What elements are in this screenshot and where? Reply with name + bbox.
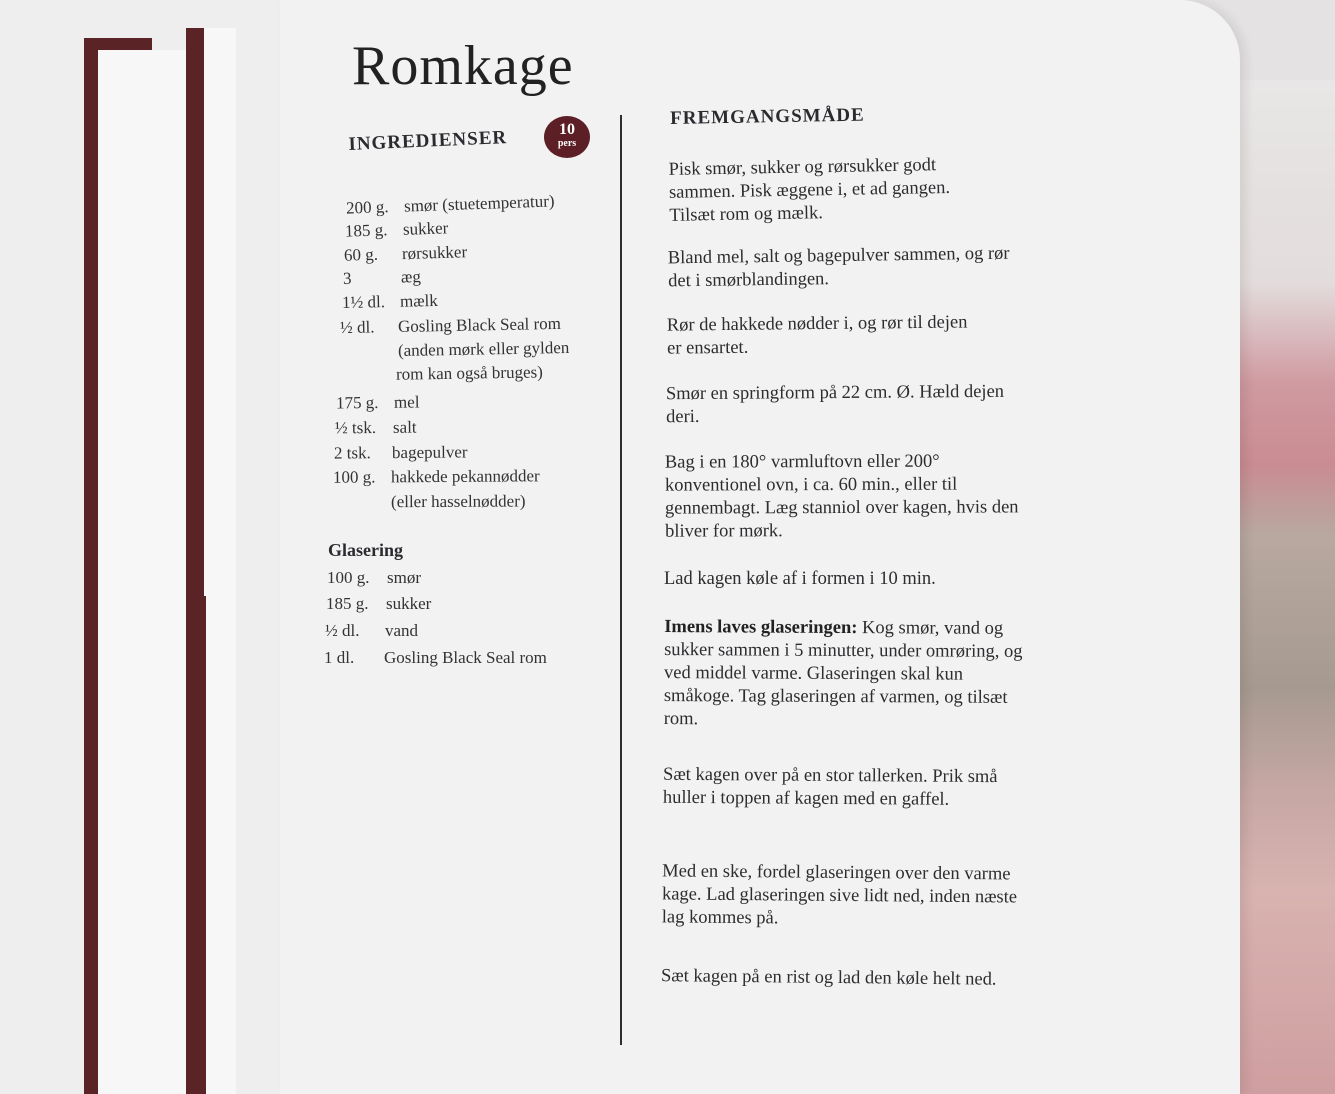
glaze-item: smør [387,568,421,587]
book-spine-bar [84,38,152,50]
ingredient-item: smør (stuetemperatur) [403,191,555,216]
ingredient-item: Gosling Black Seal rom [397,313,562,337]
glaze-step-lead: Imens laves glaseringen: [664,617,858,639]
ingredient-row [342,291,438,313]
glaze-item: Gosling Black Seal rom [384,648,547,667]
ingredient-row [343,267,421,289]
glaze-heading: Glasering [328,540,403,560]
glaze-qty: 185 g. [326,594,369,613]
glaze-item: vand [385,621,419,640]
ingredients-heading: INGREDIENSER [348,127,508,155]
ingredient-qty: 1½ dl. [341,292,386,313]
glaze-row [324,648,547,668]
servings-unit: pers [557,138,577,149]
ingredient-item: mel [393,392,420,412]
ingredient-item: mælk [399,290,438,311]
ingredient-item: sukker [402,218,449,239]
glaze-qty: 100 g. [327,568,370,587]
ingredient-row [340,314,561,338]
glaze-item: sukker [386,594,432,613]
ingredient-row [345,218,449,241]
ingredient-item: (eller hasselnødder) [390,491,526,512]
ingredient-item: salt [392,417,417,437]
ingredient-row [338,362,543,385]
ingredient-item: bagepulver [391,442,468,463]
ingredient-item: rom kan også bruges) [395,362,543,384]
ingredient-row [335,418,417,439]
ingredient-row [336,392,420,413]
book-spine-bar [196,596,206,1094]
ingredient-item: (anden mørk eller gylden [397,338,570,360]
ingredient-qty [340,356,398,357]
glaze-row [327,568,421,588]
glaze-step-text: Kog smør, vand og sukker sammen i 5 minutter, under omrøring, og ved middel varme. Glaseringen skal kun småkoge. Tag glaseringen af varmen, og tilsæt rom. [663,618,1023,730]
ingredient-item: rørsukker [401,242,468,264]
ingredient-row [334,442,468,463]
method-step: Pisk smør, sukker og rørsukker godt sammen. Pisk æggene i, et ad gangen. Tilsæt rom og mælk. [668,155,951,226]
servings-number: 10 [559,121,575,138]
method-step: Bland mel, salt og bagepulver sammen, og rør det i smørblandingen. [667,243,1010,292]
method-heading: FREMGANGSMÅDE [670,104,865,129]
method-step: Sæt kagen på en rist og lad den køle helt ned. [660,966,997,990]
ingredient-row [333,491,526,512]
ingredient-qty: 100 g. [332,467,376,487]
glaze-row [325,621,418,641]
method-step-glaze [664,616,1027,733]
ingredient-qty: 3 [342,268,352,288]
page-edge [98,50,186,1094]
ingredient-row [344,242,468,265]
page-edge [204,28,236,1094]
method-step: Rør de hakkede nødder i, og rør til dejen er ensartet. [666,312,968,359]
ingredient-qty: 175 g. [335,392,379,413]
method-step: Bag i en 180° varmluftovn eller 200° konventionel ovn, i ca. 60 min., eller til gennembagt. Læg stanniol over kagen, hvis den bliver for mørk. [664,451,1019,542]
ingredient-qty: ½ tsk. [334,417,377,438]
ingredient-qty: 200 g. [345,197,389,218]
book-spine-bar [84,38,98,1094]
recipe-title: Romkage [352,35,574,97]
ingredient-qty: 60 g. [343,244,379,265]
ingredient-qty [338,380,396,381]
ingredient-qty: 2 tsk. [333,443,371,463]
method-step: Smør en springform på 22 cm. Ø. Hæld dejen deri. [665,381,1005,428]
ingredient-item: æg [400,267,422,287]
method-step: Sæt kagen over på en stor tallerken. Prik små huller i toppen af kagen med en gaffel. [662,764,998,810]
method-step: Med en ske, fordel glaseringen over den varme kage. Lad glaseringen sive lidt ned, inden næste lag kommes på. [661,861,1018,929]
ingredient-qty: ½ dl. [339,317,375,338]
ingredient-item: hakkede pekannødder [390,466,540,487]
ingredient-row [333,466,540,487]
ingredient-row [340,338,570,362]
glaze-qty: ½ dl. [325,621,360,640]
servings-badge [544,116,590,158]
ingredient-qty: 185 g. [344,220,388,241]
column-divider [620,115,622,1045]
glaze-row [326,594,431,614]
method-step: Lad kagen køle af i formen i 10 min. [664,569,936,589]
glaze-qty: 1 dl. [324,648,355,667]
